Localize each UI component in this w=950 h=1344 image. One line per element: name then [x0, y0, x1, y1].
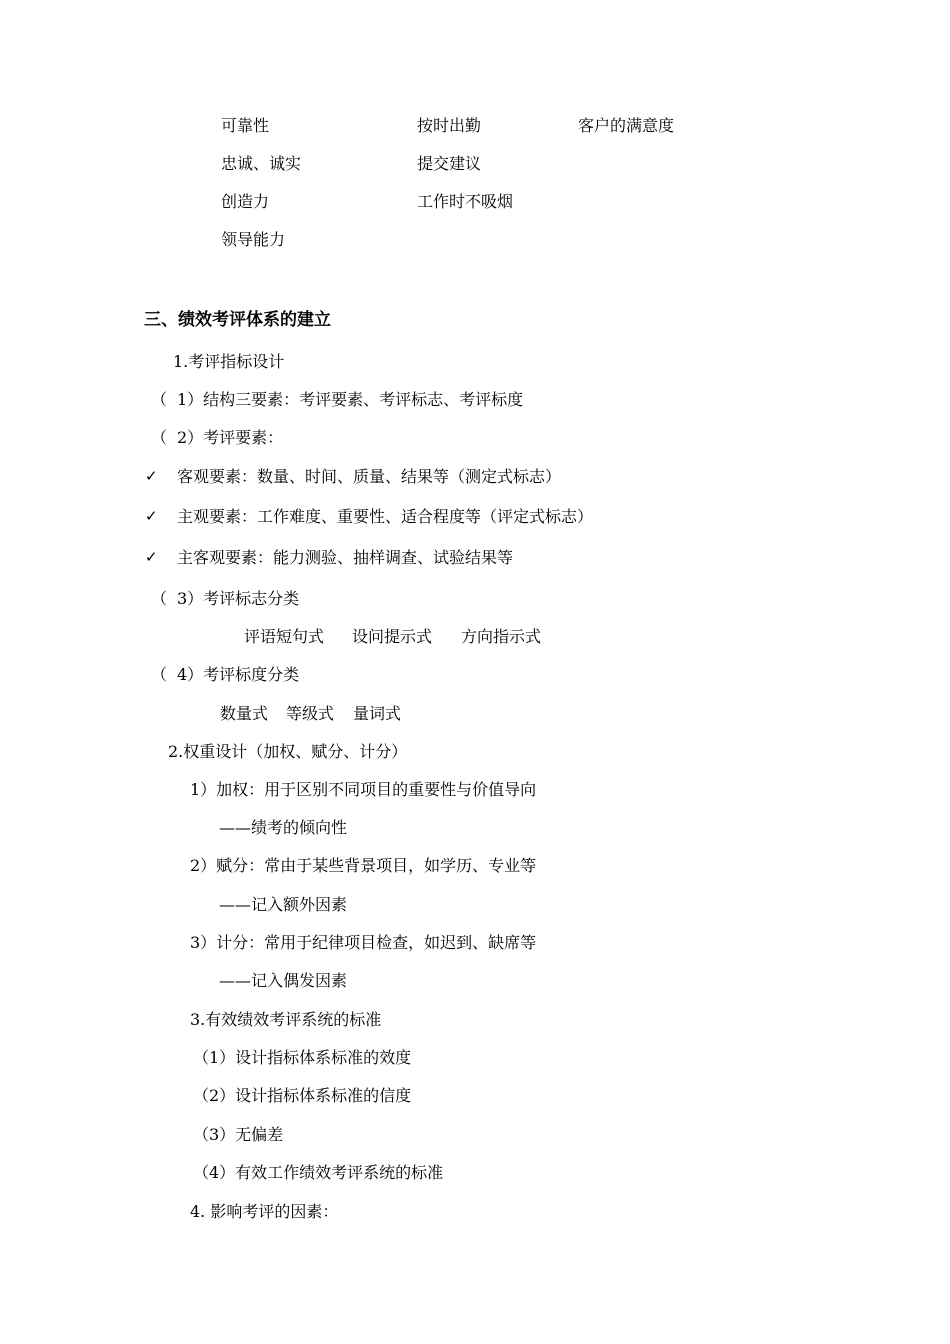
subsection-title: 1.考评指标设计	[173, 352, 285, 371]
grid-item: 工作时不吸烟	[417, 192, 514, 211]
list-item: 3）计分：常用于纪律项目检查，如迟到、缺席等	[190, 933, 537, 952]
list-item: 4）考评标度分类	[177, 665, 300, 684]
list-item: 3）考评标志分类	[177, 589, 300, 608]
checkmark-icon: ✓	[145, 548, 158, 566]
category-item: 设问提示式	[352, 627, 433, 646]
list-item: 客观要素：数量、时间、质量、结果等（测定式标志）	[177, 467, 562, 486]
list-item: 主观要素：工作难度、重要性、适合程度等（评定式标志）	[177, 507, 594, 526]
paren-mark: （	[151, 390, 168, 409]
list-item: 1）加权：用于区别不同项目的重要性与价值导向	[190, 780, 537, 799]
list-item: （4）有效工作绩效考评系统的标准	[193, 1163, 444, 1182]
category-item: 量词式	[353, 704, 402, 723]
grid-item: 提交建议	[417, 154, 482, 173]
grid-item: 可靠性	[221, 116, 270, 135]
category-item: 数量式	[220, 704, 269, 723]
category-item: 评语短句式	[244, 627, 325, 646]
list-note: ——绩考的倾向性	[219, 818, 348, 837]
list-item: （2）设计指标体系标准的信度	[193, 1086, 412, 1105]
checkmark-icon: ✓	[145, 467, 158, 485]
grid-item: 创造力	[221, 192, 270, 211]
list-item: 2）赋分：常由于某些背景项目，如学历、专业等	[190, 856, 537, 875]
list-item: （1）设计指标体系标准的效度	[193, 1048, 412, 1067]
list-item: 2）考评要素：	[177, 428, 284, 447]
subsection-title: 4. 影响考评的因素：	[190, 1202, 339, 1221]
paren-mark: （	[151, 665, 168, 684]
subsection-title: 3.有效绩效考评系统的标准	[190, 1010, 382, 1029]
category-item: 等级式	[286, 704, 335, 723]
grid-item: 客户的满意度	[578, 116, 675, 135]
list-note: ——记入额外因素	[219, 895, 348, 914]
list-note: ——记入偶发因素	[219, 971, 348, 990]
category-item: 方向指示式	[461, 627, 542, 646]
paren-mark: （	[151, 589, 168, 608]
grid-item: 忠诚、诚实	[221, 154, 302, 173]
grid-item: 按时出勤	[417, 116, 482, 135]
list-item: 主客观要素：能力测验、抽样调查、试验结果等	[177, 548, 514, 567]
list-item: 1）结构三要素：考评要素、考评标志、考评标度	[177, 390, 524, 409]
paren-mark: （	[151, 428, 168, 447]
grid-item: 领导能力	[221, 230, 286, 249]
list-item: （3）无偏差	[193, 1125, 284, 1144]
checkmark-icon: ✓	[145, 507, 158, 525]
section-title: 三、绩效考评体系的建立	[144, 310, 331, 330]
subsection-title: 2.权重设计（加权、赋分、计分）	[168, 742, 408, 761]
